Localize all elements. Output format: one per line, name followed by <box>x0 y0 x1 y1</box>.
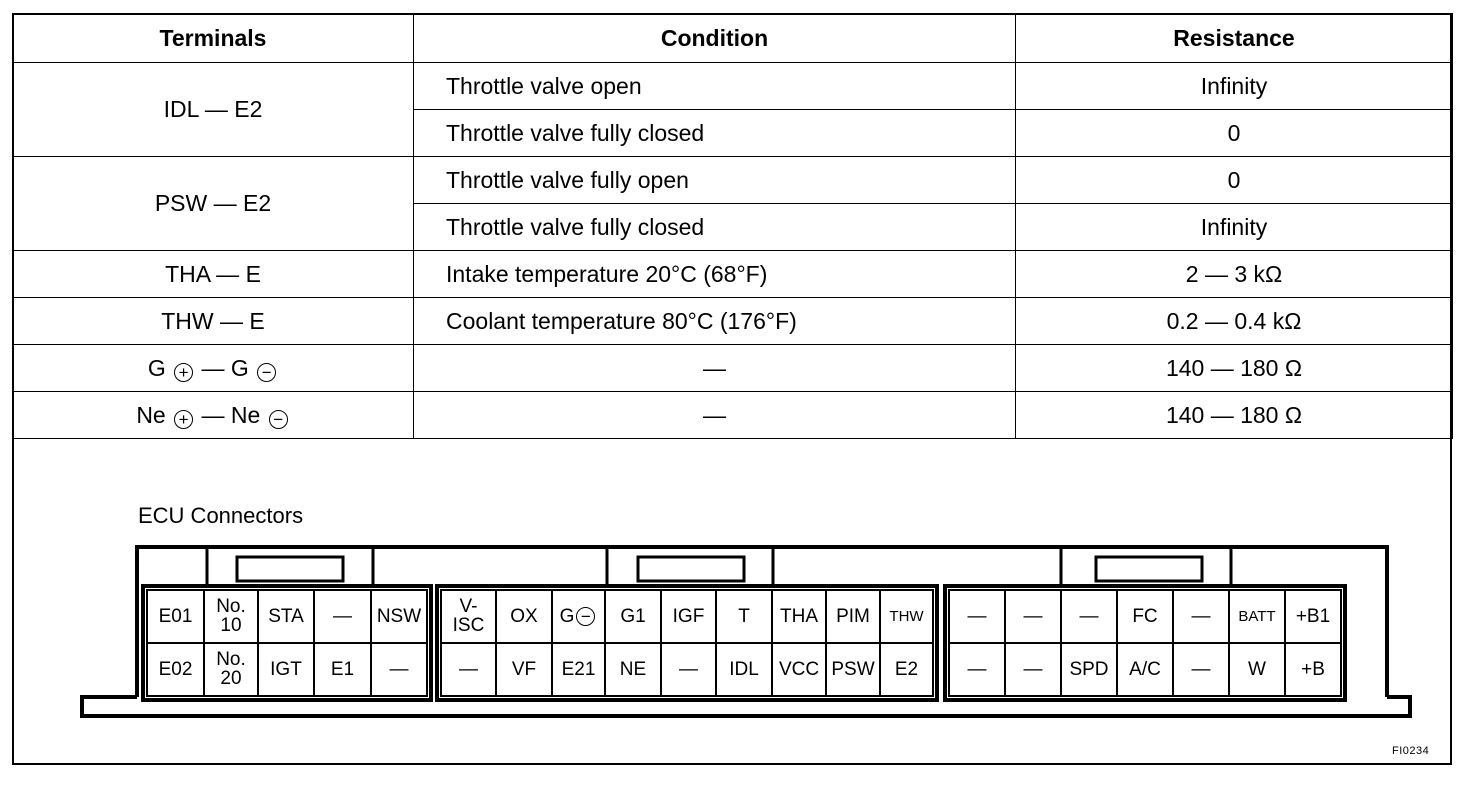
pin-label: A/C <box>1129 658 1161 680</box>
minus-circle-icon: − <box>576 607 595 626</box>
terminals-cell: PSW — E2 <box>13 157 414 251</box>
pin-label: IDL <box>729 658 759 680</box>
figure-code: FI0234 <box>1392 745 1430 757</box>
pin-label: +B1 <box>1295 605 1331 627</box>
pin-label: THA <box>780 605 818 627</box>
plus-circle-icon: + <box>174 410 193 429</box>
resistance-cell: 2 — 3 kΩ <box>1016 251 1453 298</box>
pin-label: PSW <box>831 658 875 680</box>
terminals-cell: THA — E <box>13 251 414 298</box>
pin-label: E2 <box>894 658 919 680</box>
terminal-g: G <box>147 354 166 381</box>
header-terminals: Terminals <box>13 14 414 63</box>
pin-label: E01 <box>158 605 193 627</box>
terminal-ne: Ne <box>136 401 166 428</box>
pin-label: SPD <box>1069 658 1109 680</box>
pin-label: NSW <box>376 605 422 627</box>
pin-label: — <box>1079 605 1099 627</box>
resistance-cell: 140 — 180 Ω <box>1016 392 1453 439</box>
pin-label: OX <box>510 605 538 627</box>
resistance-cell: 0 <box>1016 110 1453 157</box>
pin-label: — <box>679 658 698 680</box>
condition-cell: Throttle valve open <box>414 63 1016 110</box>
resistance-cell: 0.2 — 0.4 kΩ <box>1016 298 1453 345</box>
plus-circle-icon: + <box>174 363 193 382</box>
pin-label: T <box>738 605 750 627</box>
pin-label: G − <box>552 590 605 643</box>
pin-label: G1 <box>620 605 646 627</box>
pin-label: FC <box>1132 605 1158 627</box>
pin-label: BATT <box>1238 607 1276 625</box>
pin-label: — <box>333 605 352 627</box>
pin-label: — <box>1023 658 1043 680</box>
pin-label: — <box>389 658 409 680</box>
resistance-cell: 140 — 180 Ω <box>1016 345 1453 392</box>
pin-label: VCC <box>778 658 820 680</box>
pin-label: E1 <box>330 658 355 680</box>
terminals-cell: IDL — E2 <box>13 63 414 157</box>
condition-cell: Throttle valve fully closed <box>414 204 1016 251</box>
minus-circle-icon: − <box>257 363 276 382</box>
pin-label: PIM <box>836 605 870 627</box>
pin-label: — <box>967 658 987 680</box>
pin-label: IGT <box>270 658 302 680</box>
condition-cell: Throttle valve fully open <box>414 157 1016 204</box>
terminal-g: — G <box>201 354 249 381</box>
pin-label: W <box>1248 658 1266 680</box>
pin-label: IGF <box>672 605 705 627</box>
pin-label: STA <box>268 605 304 627</box>
pin-label: — <box>459 658 478 680</box>
resistance-cell: Infinity <box>1016 204 1453 251</box>
pin-label: — <box>967 605 987 627</box>
condition-cell: — <box>414 345 1016 392</box>
minus-circle-icon: − <box>269 410 288 429</box>
condition-cell: — <box>414 392 1016 439</box>
latch-tabs <box>207 547 1231 588</box>
condition-cell: Throttle valve fully closed <box>414 110 1016 157</box>
header-resistance: Resistance <box>1016 14 1453 63</box>
pin-label: V- ISC <box>452 596 485 636</box>
resistance-cell: 0 <box>1016 157 1453 204</box>
pin-label: VF <box>511 658 537 680</box>
pin-label: E21 <box>561 658 596 680</box>
pin-label: No. 10 <box>216 596 246 636</box>
header-condition: Condition <box>414 14 1016 63</box>
pin-label: +B <box>1301 658 1325 680</box>
terminal-ne: — Ne <box>201 401 261 428</box>
condition-cell: Coolant temperature 80°C (176°F) <box>414 298 1016 345</box>
pin-label: E02 <box>158 658 193 680</box>
pin-label: No. 20 <box>216 649 246 689</box>
pin-label: — <box>1023 605 1043 627</box>
pin-label: THW <box>889 607 924 625</box>
terminals-cell: THW — E <box>13 298 414 345</box>
ecu-connectors-title: ECU Connectors <box>138 503 304 528</box>
resistance-cell: Infinity <box>1016 63 1453 110</box>
pin-label: — <box>1191 605 1211 627</box>
condition-cell: Intake temperature 20°C (68°F) <box>414 251 1016 298</box>
pin-label: NE <box>619 658 647 680</box>
pin-label: — <box>1191 658 1211 680</box>
